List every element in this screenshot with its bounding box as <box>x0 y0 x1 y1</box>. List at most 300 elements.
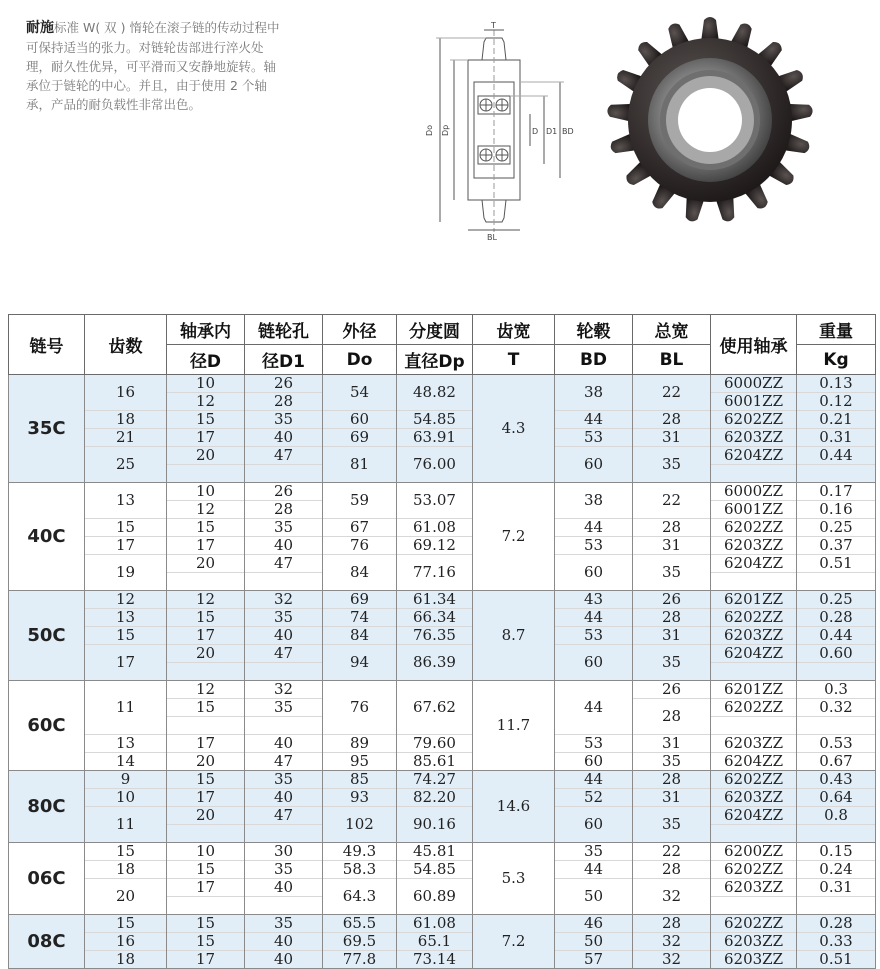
total-width-cell: 35 <box>633 807 711 843</box>
sprocket-bore-cell: 28 <box>245 501 323 519</box>
bearing-cell: 6201ZZ <box>711 591 797 609</box>
sprocket-bore-cell: 47 <box>245 645 323 663</box>
teeth-cell: 16 <box>85 933 167 951</box>
table-row <box>9 807 876 825</box>
col-header-line2: 径D <box>167 345 245 375</box>
total-width-cell: 31 <box>633 429 711 447</box>
bearing-bore-cell: 12 <box>167 681 245 699</box>
hub-diameter-cell: 44 <box>555 411 633 429</box>
teeth-cell: 25 <box>85 447 167 483</box>
pitch-diameter-cell: 63.91 <box>397 429 473 447</box>
col-header-line1: 链轮孔 <box>245 315 323 345</box>
teeth-cell: 15 <box>85 519 167 537</box>
pitch-diameter-cell: 86.39 <box>397 645 473 681</box>
sprocket-bore-cell: 32 <box>245 681 323 699</box>
bearing-bore-cell: 15 <box>167 915 245 933</box>
total-width-cell: 32 <box>633 879 711 915</box>
sprocket-bore-cell: 30 <box>245 843 323 861</box>
drawing-label-t: T <box>491 21 496 30</box>
weight-cell: 0.51 <box>797 951 876 969</box>
pitch-diameter-cell: 82.20 <box>397 789 473 807</box>
bearing-bore-cell <box>167 465 245 483</box>
table-row <box>9 375 876 393</box>
table-row <box>9 429 876 447</box>
weight-cell <box>797 717 876 735</box>
chain-cell: 60C <box>9 681 85 771</box>
total-width-cell: 28 <box>633 519 711 537</box>
weight-cell: 0.25 <box>797 591 876 609</box>
weight-cell: 0.44 <box>797 627 876 645</box>
pitch-diameter-cell: 67.62 <box>397 681 473 735</box>
weight-cell: 0.28 <box>797 609 876 627</box>
pitch-diameter-cell: 90.16 <box>397 807 473 843</box>
pitch-diameter-cell: 65.1 <box>397 933 473 951</box>
pitch-diameter-cell: 77.16 <box>397 555 473 591</box>
outer-diameter-cell: 58.3 <box>323 861 397 879</box>
pitch-diameter-cell: 76.00 <box>397 447 473 483</box>
weight-cell: 0.15 <box>797 843 876 861</box>
col-header-line1: 重量 <box>797 315 876 345</box>
pitch-diameter-cell: 79.60 <box>397 735 473 753</box>
bearing-bore-cell: 17 <box>167 429 245 447</box>
bearing-cell <box>711 465 797 483</box>
outer-diameter-cell: 59 <box>323 483 397 519</box>
sprocket-bore-cell: 35 <box>245 519 323 537</box>
weight-cell: 0.21 <box>797 411 876 429</box>
drawing-label-bl: BL <box>487 233 497 242</box>
pitch-diameter-cell: 85.61 <box>397 753 473 771</box>
bearing-cell: 6202ZZ <box>711 861 797 879</box>
hub-diameter-cell: 50 <box>555 933 633 951</box>
weight-cell: 0.44 <box>797 447 876 465</box>
weight-cell: 0.43 <box>797 771 876 789</box>
col-header-line1: 轮毂 <box>555 315 633 345</box>
teeth-cell: 18 <box>85 411 167 429</box>
outer-diameter-cell: 49.3 <box>323 843 397 861</box>
outer-diameter-cell: 77.8 <box>323 951 397 969</box>
total-width-cell: 32 <box>633 951 711 969</box>
sprocket-bore-cell: 35 <box>245 411 323 429</box>
bearing-bore-cell: 15 <box>167 861 245 879</box>
teeth-cell: 15 <box>85 915 167 933</box>
bearing-cell: 6202ZZ <box>711 519 797 537</box>
table-row <box>9 447 876 465</box>
pitch-diameter-cell: 48.82 <box>397 375 473 411</box>
total-width-cell: 28 <box>633 771 711 789</box>
teeth-cell: 11 <box>85 807 167 843</box>
hub-diameter-cell: 50 <box>555 879 633 915</box>
col-header-line2: Do <box>323 345 397 375</box>
teeth-cell: 13 <box>85 483 167 519</box>
teeth-cell: 17 <box>85 537 167 555</box>
col-header: 使用轴承 <box>711 315 797 375</box>
outer-diameter-cell: 76 <box>323 537 397 555</box>
bearing-bore-cell: 10 <box>167 483 245 501</box>
outer-diameter-cell: 60 <box>323 411 397 429</box>
drawing-label-d: D <box>532 127 539 136</box>
weight-cell: 0.67 <box>797 753 876 771</box>
sprocket-bore-cell <box>245 897 323 915</box>
teeth-cell: 16 <box>85 375 167 411</box>
tooth-width-cell: 7.2 <box>473 483 555 591</box>
hub-diameter-cell: 44 <box>555 681 633 735</box>
table-row <box>9 951 876 969</box>
total-width-cell: 31 <box>633 627 711 645</box>
sprocket-bore-cell: 40 <box>245 789 323 807</box>
sprocket-bore-cell <box>245 573 323 591</box>
pitch-diameter-cell: 61.34 <box>397 591 473 609</box>
bearing-cell: 6203ZZ <box>711 951 797 969</box>
bearing-bore-cell: 20 <box>167 753 245 771</box>
weight-cell: 0.51 <box>797 555 876 573</box>
total-width-cell: 28 <box>633 609 711 627</box>
total-width-cell: 31 <box>633 537 711 555</box>
table-row <box>9 645 876 663</box>
tooth-width-cell: 5.3 <box>473 843 555 915</box>
bearing-cell: 6001ZZ <box>711 501 797 519</box>
col-header-line2: T <box>473 345 555 375</box>
pitch-diameter-cell: 66.34 <box>397 609 473 627</box>
table-row <box>9 519 876 537</box>
weight-cell <box>797 465 876 483</box>
total-width-cell: 32 <box>633 933 711 951</box>
total-width-cell: 31 <box>633 735 711 753</box>
sprocket-bore-cell <box>245 825 323 843</box>
col-header-line1: 轴承内 <box>167 315 245 345</box>
teeth-cell: 12 <box>85 591 167 609</box>
bearing-bore-cell: 15 <box>167 411 245 429</box>
weight-cell: 0.24 <box>797 861 876 879</box>
table-row <box>9 627 876 645</box>
hub-diameter-cell: 57 <box>555 951 633 969</box>
bearing-bore-cell: 17 <box>167 627 245 645</box>
weight-cell: 0.8 <box>797 807 876 825</box>
hub-diameter-cell: 60 <box>555 447 633 483</box>
bearing-bore-cell: 20 <box>167 645 245 663</box>
weight-cell: 0.13 <box>797 375 876 393</box>
bearing-cell <box>711 573 797 591</box>
bearing-cell: 6203ZZ <box>711 429 797 447</box>
bearing-bore-cell <box>167 573 245 591</box>
hub-diameter-cell: 60 <box>555 555 633 591</box>
intro-text: 标准 W( 双 ) 惰轮在滚子链的传动过程中可保持适当的张力。对链轮齿部进行淬火处理，耐久性优异，可平滑而又安静地旋转。轴承位于链轮的中心。并且，由于使用 2 个轴承，产品的耐负载性非常出色。 <box>26 20 280 112</box>
hub-diameter-cell: 60 <box>555 807 633 843</box>
total-width-cell: 26 <box>633 591 711 609</box>
outer-diameter-cell: 93 <box>323 789 397 807</box>
sprocket-bore-cell: 26 <box>245 375 323 393</box>
bearing-cell: 6000ZZ <box>711 483 797 501</box>
sprocket-bore-cell: 47 <box>245 807 323 825</box>
sprocket-bore-cell: 35 <box>245 771 323 789</box>
bearing-bore-cell: 15 <box>167 609 245 627</box>
tooth-width-cell: 14.6 <box>473 771 555 843</box>
hub-diameter-cell: 44 <box>555 609 633 627</box>
weight-cell: 0.31 <box>797 429 876 447</box>
pitch-diameter-cell: 61.08 <box>397 915 473 933</box>
bearing-cell <box>711 897 797 915</box>
teeth-cell: 15 <box>85 843 167 861</box>
total-width-cell: 22 <box>633 375 711 411</box>
teeth-cell: 17 <box>85 645 167 681</box>
hub-diameter-cell: 46 <box>555 915 633 933</box>
bearing-cell <box>711 825 797 843</box>
sprocket-bore-cell: 40 <box>245 429 323 447</box>
bearing-cell: 6202ZZ <box>711 411 797 429</box>
col-header: 齿数 <box>85 315 167 375</box>
teeth-cell: 14 <box>85 753 167 771</box>
drawing-label-do: Do <box>425 124 434 136</box>
teeth-cell: 11 <box>85 681 167 735</box>
bearing-cell: 6203ZZ <box>711 735 797 753</box>
hub-diameter-cell: 52 <box>555 789 633 807</box>
teeth-cell: 18 <box>85 951 167 969</box>
outer-diameter-cell: 95 <box>323 753 397 771</box>
bearing-cell: 6204ZZ <box>711 645 797 663</box>
total-width-cell: 22 <box>633 843 711 861</box>
bearing-cell: 6203ZZ <box>711 879 797 897</box>
table-row <box>9 735 876 753</box>
table-row <box>9 789 876 807</box>
table-row <box>9 933 876 951</box>
sprocket-dimension-drawing <box>420 20 580 242</box>
col-header-line1: 齿宽 <box>473 315 555 345</box>
outer-diameter-cell: 74 <box>323 609 397 627</box>
sprocket-bore-cell: 35 <box>245 699 323 717</box>
outer-diameter-cell: 76 <box>323 681 397 735</box>
col-header-line1: 分度圆 <box>397 315 473 345</box>
total-width-cell: 22 <box>633 483 711 519</box>
bearing-cell: 6203ZZ <box>711 537 797 555</box>
weight-cell: 0.12 <box>797 393 876 411</box>
col-header-line2: Kg <box>797 345 876 375</box>
sprocket-bore-cell: 47 <box>245 753 323 771</box>
weight-cell: 0.32 <box>797 699 876 717</box>
bearing-cell: 6203ZZ <box>711 789 797 807</box>
bearing-cell: 6000ZZ <box>711 375 797 393</box>
weight-cell <box>797 897 876 915</box>
chain-cell: 80C <box>9 771 85 843</box>
table-row <box>9 681 876 699</box>
weight-cell: 0.64 <box>797 789 876 807</box>
weight-cell <box>797 825 876 843</box>
bearing-bore-cell: 12 <box>167 393 245 411</box>
chain-cell: 08C <box>9 915 85 969</box>
col-header-line2: BL <box>633 345 711 375</box>
hub-diameter-cell: 38 <box>555 375 633 411</box>
total-width-cell: 28 <box>633 411 711 429</box>
outer-diameter-cell: 102 <box>323 807 397 843</box>
chain-cell: 50C <box>9 591 85 681</box>
intro-brand: 耐施 <box>26 20 54 36</box>
total-width-cell: 35 <box>633 447 711 483</box>
hub-diameter-cell: 44 <box>555 771 633 789</box>
bearing-bore-cell: 10 <box>167 843 245 861</box>
outer-diameter-cell: 81 <box>323 447 397 483</box>
table-row <box>9 915 876 933</box>
pitch-diameter-cell: 45.81 <box>397 843 473 861</box>
chain-cell: 35C <box>9 375 85 483</box>
pitch-diameter-cell: 53.07 <box>397 483 473 519</box>
sprocket-photo <box>605 10 815 230</box>
sprocket-bore-cell: 40 <box>245 537 323 555</box>
total-width-cell: 28 <box>633 915 711 933</box>
sprocket-bore-cell: 40 <box>245 735 323 753</box>
bearing-bore-cell <box>167 897 245 915</box>
hub-diameter-cell: 38 <box>555 483 633 519</box>
weight-cell: 0.33 <box>797 933 876 951</box>
pitch-diameter-cell: 73.14 <box>397 951 473 969</box>
chain-group <box>9 681 876 771</box>
teeth-cell: 20 <box>85 879 167 915</box>
tooth-width-cell: 7.2 <box>473 915 555 969</box>
table-row <box>9 483 876 501</box>
bearing-bore-cell: 10 <box>167 375 245 393</box>
total-width-cell: 26 <box>633 681 711 699</box>
drawing-label-dp: Dp <box>441 124 450 136</box>
bearing-cell: 6001ZZ <box>711 393 797 411</box>
chain-group <box>9 915 876 969</box>
hub-diameter-cell: 53 <box>555 537 633 555</box>
weight-cell: 0.37 <box>797 537 876 555</box>
weight-cell: 0.60 <box>797 645 876 663</box>
sprocket-bore-cell: 26 <box>245 483 323 501</box>
bearing-bore-cell: 17 <box>167 789 245 807</box>
bearing-bore-cell: 12 <box>167 591 245 609</box>
sprocket-bore-cell <box>245 717 323 735</box>
sprocket-bore-cell <box>245 465 323 483</box>
bearing-bore-cell <box>167 663 245 681</box>
bearing-bore-cell: 15 <box>167 519 245 537</box>
bearing-cell <box>711 717 797 735</box>
outer-diameter-cell: 85 <box>323 771 397 789</box>
spec-table <box>8 314 876 969</box>
chain-group <box>9 843 876 915</box>
bearing-bore-cell <box>167 717 245 735</box>
teeth-cell: 21 <box>85 429 167 447</box>
sprocket-bore-cell: 28 <box>245 393 323 411</box>
tooth-width-cell: 8.7 <box>473 591 555 681</box>
pitch-diameter-cell: 54.85 <box>397 861 473 879</box>
bearing-cell: 6204ZZ <box>711 555 797 573</box>
table-row <box>9 555 876 573</box>
bearing-bore-cell: 15 <box>167 933 245 951</box>
sprocket-bore-cell: 32 <box>245 591 323 609</box>
sprocket-bore-cell: 47 <box>245 447 323 465</box>
weight-cell: 0.53 <box>797 735 876 753</box>
hub-diameter-cell: 44 <box>555 519 633 537</box>
sprocket-bore-cell: 35 <box>245 861 323 879</box>
col-header-line2: BD <box>555 345 633 375</box>
chain-cell: 06C <box>9 843 85 915</box>
outer-diameter-cell: 69.5 <box>323 933 397 951</box>
bearing-cell: 6202ZZ <box>711 609 797 627</box>
bearing-bore-cell: 20 <box>167 447 245 465</box>
bearing-cell: 6202ZZ <box>711 699 797 717</box>
outer-diameter-cell: 64.3 <box>323 879 397 915</box>
sprocket-bore-cell: 35 <box>245 915 323 933</box>
teeth-cell: 13 <box>85 609 167 627</box>
col-header-line2: 径D1 <box>245 345 323 375</box>
bearing-bore-cell: 17 <box>167 537 245 555</box>
spec-table-header <box>9 315 876 375</box>
sprocket-bore-cell: 35 <box>245 609 323 627</box>
sprocket-bore-cell: 40 <box>245 627 323 645</box>
outer-diameter-cell: 65.5 <box>323 915 397 933</box>
table-row <box>9 843 876 861</box>
bearing-cell: 6204ZZ <box>711 447 797 465</box>
total-width-cell: 35 <box>633 753 711 771</box>
bearing-bore-cell: 15 <box>167 699 245 717</box>
weight-cell <box>797 663 876 681</box>
teeth-cell: 15 <box>85 627 167 645</box>
bearing-cell: 6200ZZ <box>711 843 797 861</box>
total-width-cell: 28 <box>633 699 711 735</box>
bearing-bore-cell: 20 <box>167 555 245 573</box>
chain-group <box>9 591 876 681</box>
sprocket-bore-cell: 40 <box>245 879 323 897</box>
chain-group <box>9 771 876 843</box>
table-row <box>9 879 876 897</box>
hub-diameter-cell: 53 <box>555 429 633 447</box>
total-width-cell: 28 <box>633 861 711 879</box>
intro-paragraph <box>26 18 288 114</box>
sprocket-bore-cell: 47 <box>245 555 323 573</box>
hub-diameter-cell: 53 <box>555 735 633 753</box>
tooth-width-cell: 11.7 <box>473 681 555 771</box>
bearing-bore-cell <box>167 825 245 843</box>
weight-cell: 0.25 <box>797 519 876 537</box>
outer-diameter-cell: 89 <box>323 735 397 753</box>
pitch-diameter-cell: 69.12 <box>397 537 473 555</box>
weight-cell: 0.3 <box>797 681 876 699</box>
weight-cell: 0.16 <box>797 501 876 519</box>
col-header: 链号 <box>9 315 85 375</box>
total-width-cell: 35 <box>633 555 711 591</box>
bearing-cell: 6203ZZ <box>711 933 797 951</box>
teeth-cell: 10 <box>85 789 167 807</box>
chain-group <box>9 375 876 483</box>
weight-cell: 0.31 <box>797 879 876 897</box>
weight-cell: 0.28 <box>797 915 876 933</box>
total-width-cell: 31 <box>633 789 711 807</box>
teeth-cell: 19 <box>85 555 167 591</box>
bearing-bore-cell: 17 <box>167 951 245 969</box>
outer-diameter-cell: 54 <box>323 375 397 411</box>
teeth-cell: 18 <box>85 861 167 879</box>
bearing-cell: 6201ZZ <box>711 681 797 699</box>
outer-diameter-cell: 67 <box>323 519 397 537</box>
outer-diameter-cell: 94 <box>323 645 397 681</box>
drawing-label-d1: D1 <box>546 127 558 136</box>
pitch-diameter-cell: 74.27 <box>397 771 473 789</box>
teeth-cell: 13 <box>85 735 167 753</box>
teeth-cell: 9 <box>85 771 167 789</box>
pitch-diameter-cell: 54.85 <box>397 411 473 429</box>
table-row <box>9 753 876 771</box>
table-row <box>9 537 876 555</box>
outer-diameter-cell: 69 <box>323 429 397 447</box>
bearing-cell: 6202ZZ <box>711 915 797 933</box>
bearing-bore-cell: 15 <box>167 771 245 789</box>
col-header-line1: 总宽 <box>633 315 711 345</box>
chain-group <box>9 483 876 591</box>
drawing-label-bd: BD <box>562 127 574 136</box>
hub-diameter-cell: 44 <box>555 861 633 879</box>
bearing-cell: 6204ZZ <box>711 753 797 771</box>
table-row <box>9 411 876 429</box>
bearing-cell: 6204ZZ <box>711 807 797 825</box>
table-row <box>9 861 876 879</box>
